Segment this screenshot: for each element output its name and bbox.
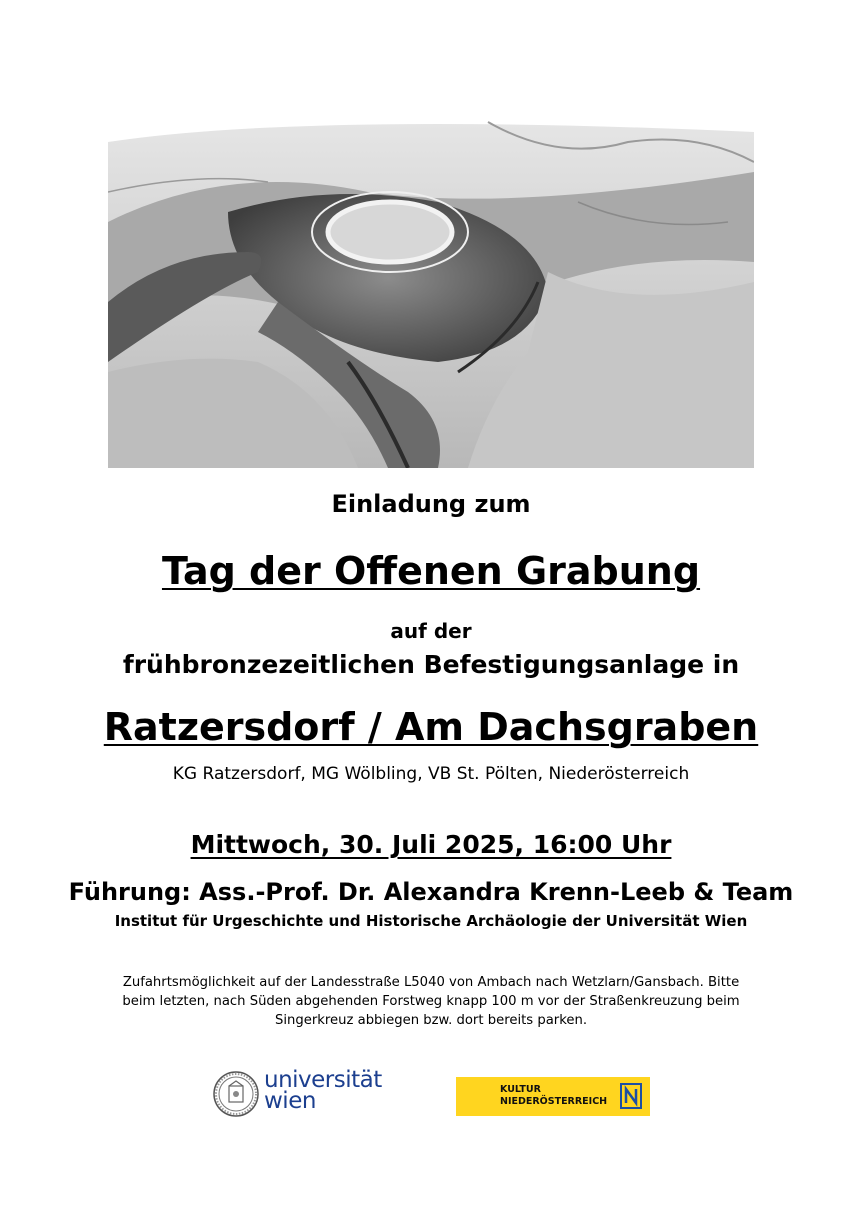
noe-n-badge-icon — [620, 1083, 642, 1109]
kultur-wordmark-line1: KULTUR — [500, 1084, 541, 1095]
university-seal-icon — [212, 1070, 260, 1118]
tour-guide: Führung: Ass.-Prof. Dr. Alexandra Krenn-Leeb & Team — [68, 878, 794, 906]
kultur-wordmark — [500, 1084, 607, 1108]
institute-name: Institut für Urgeschichte und Historische Archäologie der Universität Wien — [114, 912, 748, 930]
access-directions — [95, 973, 767, 1030]
site-name — [0, 705, 862, 749]
event-date-text: Mittwoch, 30. Juli 2025, 16:00 Uhr — [190, 830, 672, 859]
university-wordmark-line1: universität — [264, 1067, 382, 1093]
site-subtitle: frühbronzezeitlichen Befestigungsanlage in — [122, 650, 740, 679]
kultur-niederoesterreich-logo — [456, 1077, 650, 1116]
connector-text: auf der — [390, 619, 472, 643]
event-title — [0, 549, 862, 593]
site-name-text: Ratzersdorf / Am Dachsgraben — [103, 705, 759, 749]
kultur-wordmark-line2: NIEDERÖSTERREICH — [500, 1096, 608, 1107]
access-line: beim letzten, nach Süden abgehenden Forstweg knapp 100 m vor der Straßenkreuzung beim — [122, 994, 740, 1009]
event-date — [0, 830, 862, 859]
university-vienna-logo — [212, 1067, 392, 1120]
university-wordmark-line2: wien — [264, 1088, 316, 1114]
university-wordmark — [264, 1067, 382, 1114]
lidar-terrain-photo — [108, 102, 754, 468]
site-region: KG Ratzersdorf, MG Wölbling, VB St. Pölten, Niederösterreich — [172, 764, 690, 784]
intro-text — [0, 490, 862, 518]
access-line: Zufahrtsmöglichkeit auf der Landesstraße L5040 von Ambach nach Wetzlarn/Gansbach. Bitte — [122, 975, 740, 990]
intro-label: Einladung zum — [331, 490, 531, 518]
event-title-text: Tag der Offenen Grabung — [161, 549, 701, 593]
access-line: Singerkreuz abbiegen bzw. dort bereits parken. — [274, 1013, 588, 1028]
